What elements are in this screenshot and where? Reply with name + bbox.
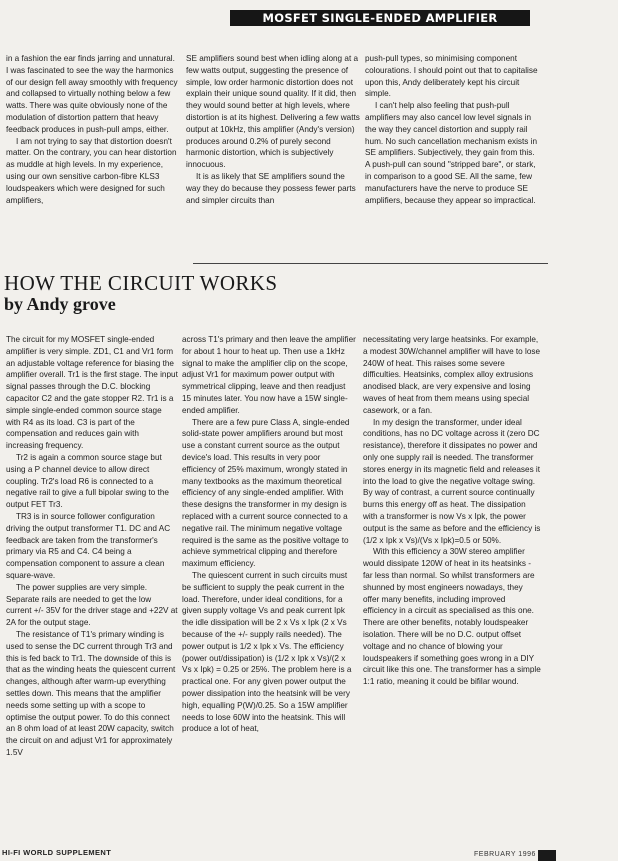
paragraph: SE amplifiers sound best when idling along at a few watts output, suggesting the presence of simple, low order harmonic distortion does not explain their unique sound quality. If it did, then they would sound better at high levels, where distortion is at its highest. Delivering a few watts output at 10kHz, this amplifier (Andy's version) produces around 0.2% of purely second harmonic distortion, which is subjectively innocuous. [186,54,360,170]
body-column-1 [6,334,178,759]
body-column-3 [363,334,541,688]
author-byline: by Andy grove [4,294,116,314]
intro-column-3 [365,53,539,206]
paragraph: It is as likely that SE amplifiers sound the way they do because they possess fewer parts and simpler circuits than [186,171,356,205]
article-header-title: MOSFET SINGLE-ENDED AMPLIFIER [262,11,498,25]
paragraph: The resistance of T1's primary winding is used to sense the DC current through Tr3 and this is fed back to Tr1. The downside of this is that as the winding heats the quiescent current changes, although after warm-up everything settles down. This means that the amplifier needs some setting up with a scope to optimise the output power. To do this connect an 8 ohm load of at least 20W capacity, switch the circuit on and adjust Vr1 for approximately 1.5V [6,629,176,757]
paragraph: across T1's primary and then leave the amplifier for about 1 hour to heat up. Then use a 1kHz signal to make the amplifier clip on the scope, adjust Vr1 for maximum power output with symmetrical clipping, leave and then readjust 15 minutes later. You now have a 15W single-ended amplifier. [182,335,356,415]
section-divider [193,263,548,264]
paragraph: In my design the transformer, under ideal conditions, has no DC voltage across it (zero DC resistance), therefore it dissipates no power and only one supply rail is needed. The transformer stores energy in its magnetic field and releases it into the load to give the negative voltage swing. By way of contrast, a current source continually burns this energy off as heat. The dissipation with a transformer is now Vs x Ipk, the power output is the same as before and the efficiency is (1/2 x Ipk x Vs)/(Vs x Ipk)=0.5 or 50%. [363,417,541,545]
intro-column-1 [6,53,178,206]
footer-publication: HI-FI WORLD SUPPLEMENT [2,848,112,857]
paragraph: push-pull types, so minimising component colourations. I should point out that to capitalise upon this, Andy deliberately kept his circuit simple. [365,54,538,99]
paragraph: I am not trying to say that distortion doesn't matter. On the contrary, you can hear distortion as muddle at high levels. In my experience, using our own sensitive carbon-fibre KLS3 loudspeakers which were designed for such amplifiers, [6,136,177,205]
paragraph: necessitating very large heatsinks. For example, a modest 30W/channel amplifier will have to lose 240W of heat. This raises some severe difficulties. Heatsinks, complex alloy extrusions anodised black, are very expensive and losing waves of heat from them means using special casework, or a fan. [363,335,541,415]
paragraph: Tr2 is again a common source stage but using a P channel device to allow direct coupling. Tr2's load R6 is connected to a negative rail to give a full bipolar swing to the output FET Tr3. [6,452,169,510]
footer-date: FEBRUARY 1996 [474,851,536,858]
paragraph: I can't help also feeling that push-pull amplifiers may also cancel low level signals in the way they cancel distortion and supply rail hum. No such cancellation mechanism exists in SE amplifiers. Subjectively, they gain from this. A push-pull can sound "stripped bare", or stark, in comparison to a good SE. All the same, few manufacturers have the nerve to produce SE amplifiers, because they appear so impractical. [365,101,538,205]
section-title: HOW THE CIRCUIT WORKS [4,271,278,295]
header-banner [230,10,530,26]
paragraph: in a fashion the ear finds jarring and unnatural. I was fascinated to see the way the harmonics of our design fell away smoothly with frequency and collapsed to virtually nothing below a few watts. There was quite obviously none of the modulation of distortion pattern that heavy feedback produces in push-pull amps, either. [6,54,178,134]
paragraph: TR3 is in source follower configuration driving the output transformer T1. DC and AC feedback are taken from the transformer's primary via R5 and C4. C4 being a compensation component to assure a clean square-wave. [6,511,171,580]
paragraph: The quiescent current in such circuits must be sufficient to supply the peak current in the load. Therefore, under ideal conditions, for a given supply voltage Vs and peak current Ipk the idle dissipation will be 2 x Vs x Ipk (2 x Vs because of the +/- supply rails needed). The power output is 1/2 x Ipk x Vs. The efficiency (power out/dissipation) is (1/2 x Ipk x Vs)/(2 x Vs x Ipk) = 0.25 or 25%. The problem here is a practical one. For any given power output the power dissipation into the heatsink will be very high, equalling P(W)/0.25. So a 15W amplifier needs to lose 60W into the heatsink. This will produce a lot of heat, [182,570,352,734]
paragraph: There are a few pure Class A, single-ended solid-state power amplifiers around but most use a constant current source as the output device's load. This results in very poor efficiency of 25% maximum, wrongly stated in many textbooks as the maximum theoretical efficiency of any single-ended amplifier. With these designs the transformer in my design is replaced with a current source connected to a negative rail. The minimum negative voltage required is the same as the positive voltage to achieve symmetrical clipping and therefore maximum efficiency. [182,417,350,569]
body-column-2 [182,334,356,735]
intro-column-2 [186,53,360,206]
paragraph: The power supplies are very simple. Separate rails are needed to get the low current +/- 35V for the driver stage and +22V at 2A for the output stage. [6,582,178,628]
page-number-tab [538,850,556,861]
paragraph: The circuit for my MOSFET single-ended amplifier is very simple. ZD1, C1 and Vr1 form an adjustable voltage reference for biasing the amplifier overall. Tr1 is the first stage. The input signal passes through the D.C. blocking capacitor C2 and the gate stopper R2. Tr1 is a simple single-ended common source stage with R4 as its load. C3 is part of the compensation and reduces gain with increasing frequency. [6,335,178,451]
paragraph: With this efficiency a 30W stereo amplifier would dissipate 120W of heat in its heatsinks - far less than normal. So whilst transformers are shunned by most engineers nowadays, they offer many benefits, including improved efficiency in a circuit as specialised as this one. There are other benefits, notably loudspeaker isolation. There will be no D.C. output offset voltage and no chance of blowing your loudspeakers if something goes wrong in a DIY circuit like this one. The transformer has a simple 1:1 ratio, meaning it could be bifilar wound. [363,547,541,687]
